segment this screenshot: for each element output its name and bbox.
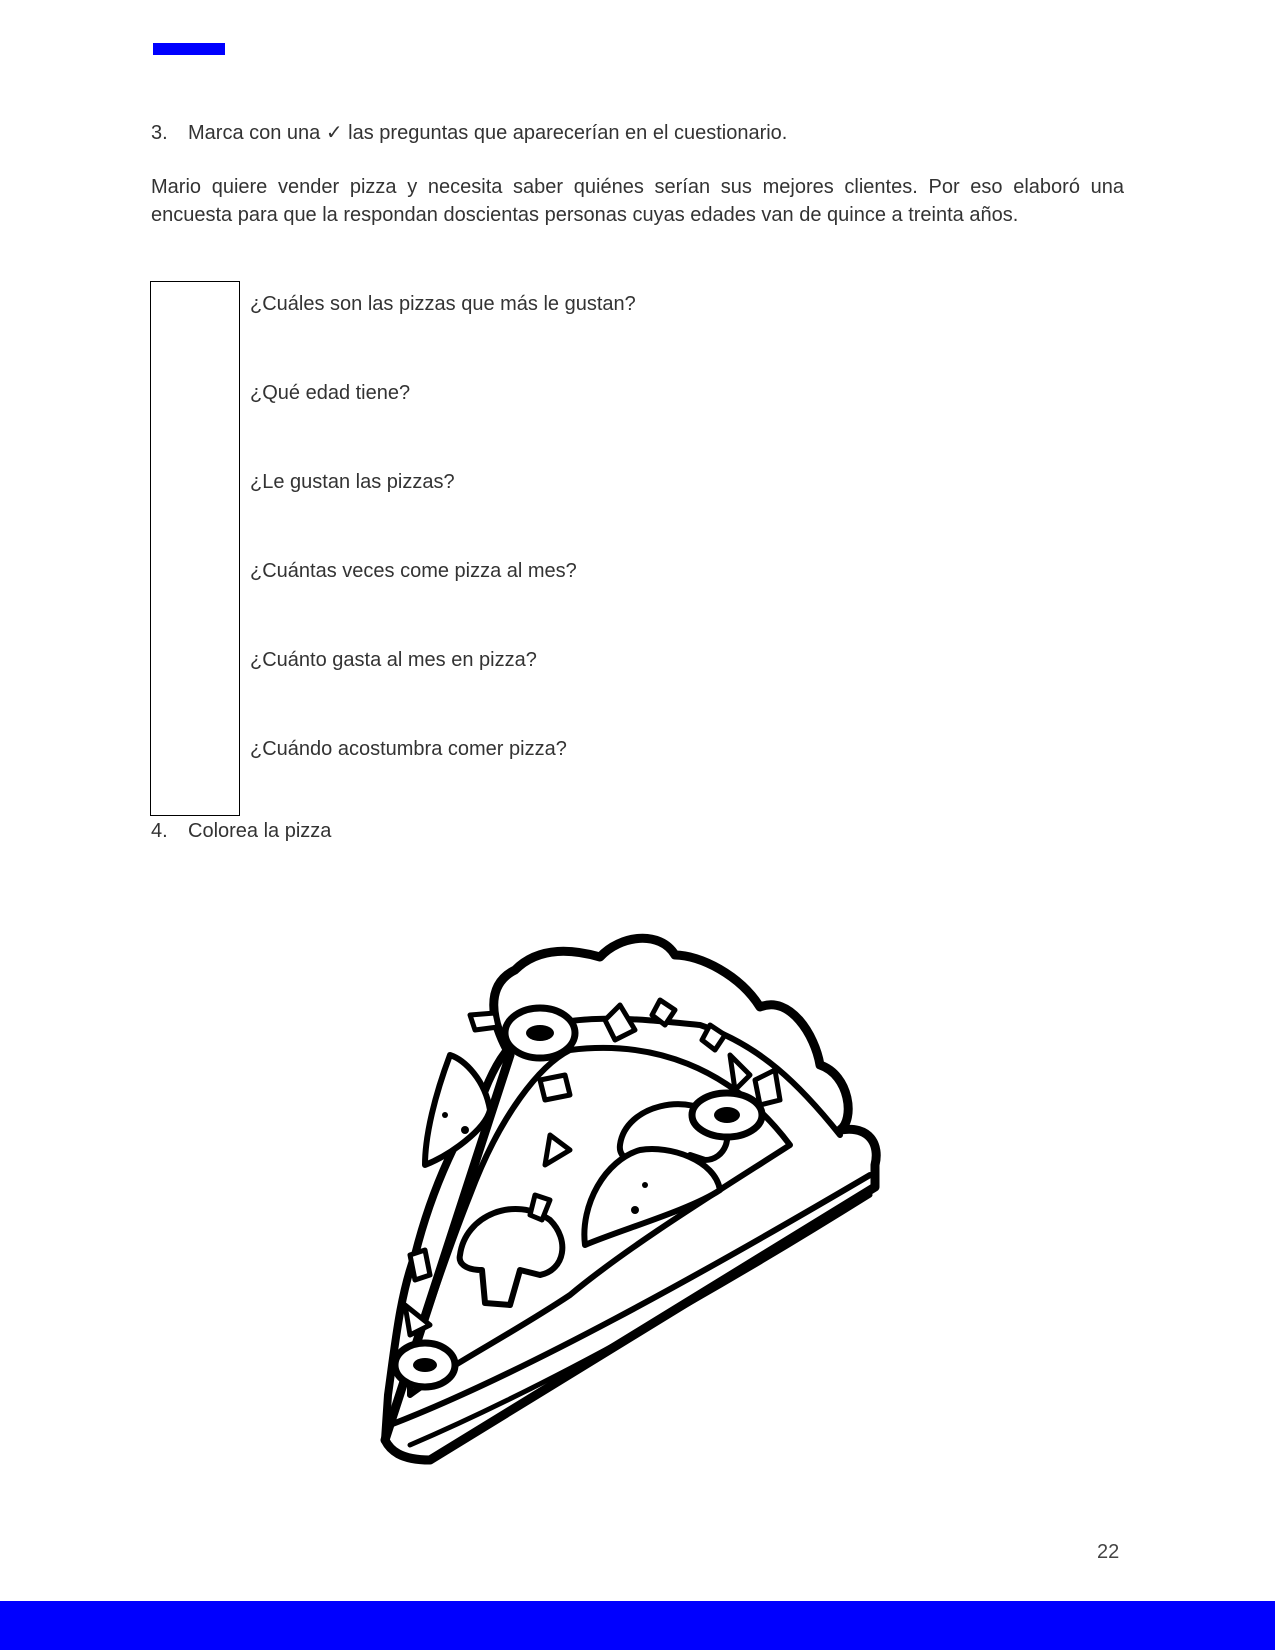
checkbox[interactable] [150,548,240,638]
checkbox[interactable] [150,637,240,727]
context-paragraph: Mario quiere vender pizza y necesita saber quiénes serían sus mejores clientes. Por eso elaboró una encuesta para que la respondan doscientas personas cuyas edades van de quince a treinta años. [151,176,1124,226]
checkbox[interactable] [150,281,240,371]
header-accent-bar [153,43,225,55]
question-text-start: Marca con una [188,122,326,144]
checkbox[interactable] [150,459,240,549]
checklist-question: ¿Cuándo acostumbra comer pizza? [250,738,567,760]
pizza-slice-icon [370,925,905,1465]
question-number: 4. [151,820,168,842]
question-number: 3. [151,122,168,144]
question-4 [151,818,331,844]
checklist-question: ¿Cuántas veces come pizza al mes? [250,560,577,582]
footer-band [0,1601,1275,1650]
checklist-question: ¿Qué edad tiene? [250,382,411,404]
checkbox[interactable] [150,726,240,816]
checklist-question: ¿Cuáles son las pizzas que más le gustan? [250,293,636,315]
checkbox[interactable] [150,370,240,460]
checklist-question: ¿Le gustan las pizzas? [250,471,455,493]
question-text: Colorea la pizza [188,820,332,842]
page-number: 22 [1097,1541,1120,1563]
checklist-question: ¿Cuánto gasta al mes en pizza? [250,649,537,671]
question-3 [151,120,787,146]
question-text-end: las preguntas que aparecerían en el cuestionario. [342,122,788,144]
check-icon: ✓ [325,122,343,144]
